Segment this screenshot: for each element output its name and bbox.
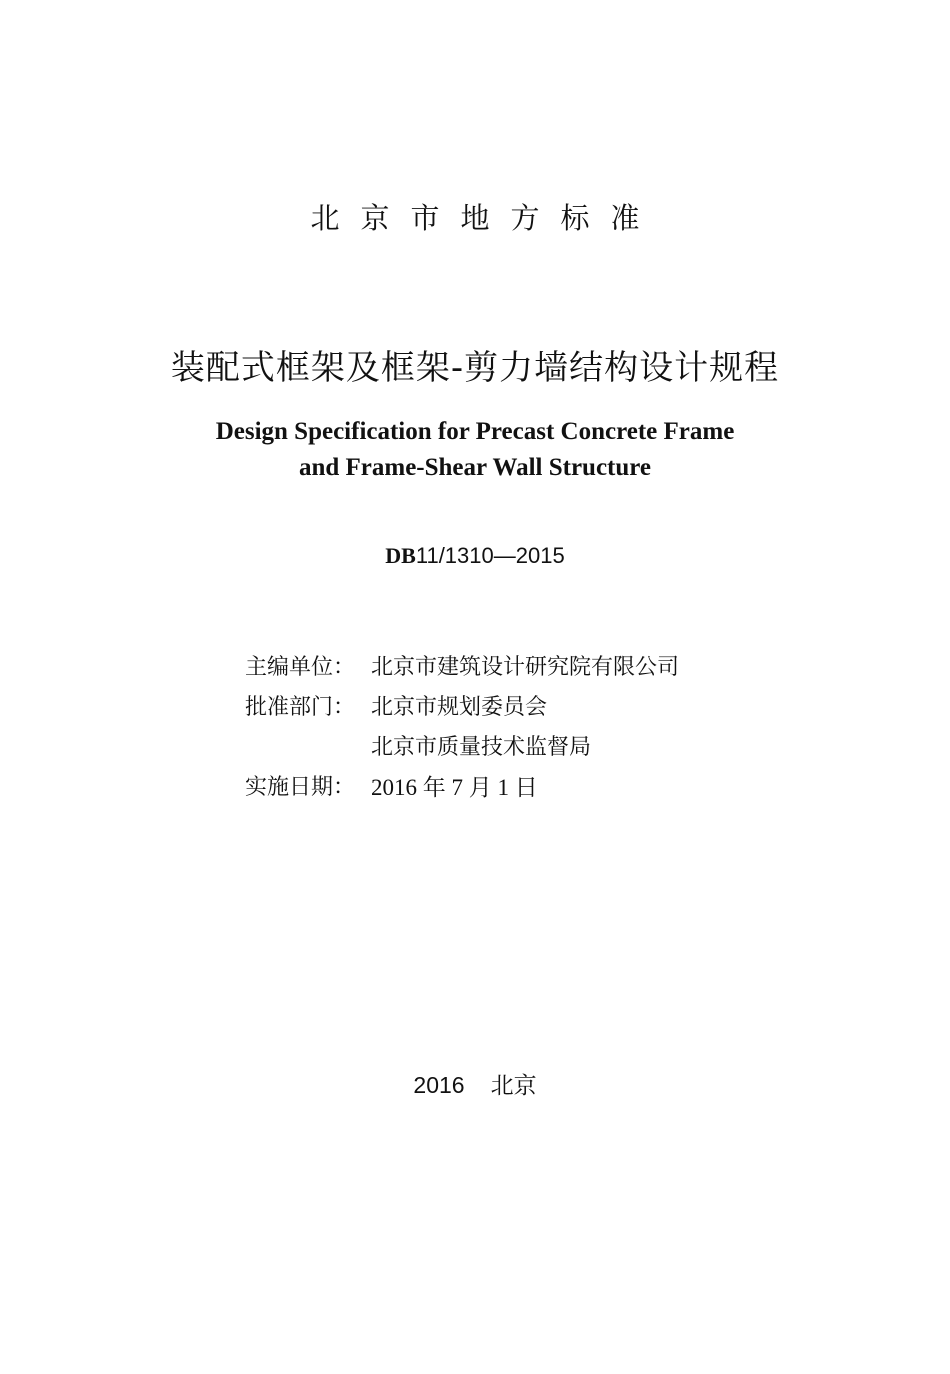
- title-english-line-2: and Frame-Shear Wall Structure: [298, 454, 652, 481]
- date-label: 实施日期：: [245, 775, 356, 800]
- standard-code: [0, 543, 950, 569]
- standard-code-prefix: DB: [385, 543, 416, 568]
- date-value: 2016 年 7 月 1 日: [371, 775, 538, 800]
- title-english: [0, 414, 950, 486]
- imprint: [0, 1067, 950, 1100]
- title-english-line-1: Design Specification for Precast Concrete Frame: [215, 418, 735, 445]
- approver-value-2: 北京市质量技术监督局: [371, 735, 592, 760]
- editor-value: 北京市建筑设计研究院有限公司: [371, 655, 680, 680]
- approver-row-2: [245, 728, 679, 768]
- approver-label-spacer: [245, 728, 371, 768]
- approver-row: [245, 688, 679, 728]
- editor-label: 主编单位：: [245, 655, 356, 680]
- standard-category: 北京市地方标准: [310, 201, 661, 235]
- editor-row: [245, 648, 679, 688]
- imprint-city: 北京: [490, 1073, 537, 1099]
- date-row: [245, 768, 679, 808]
- imprint-year: 2016: [413, 1072, 465, 1098]
- publication-info: [245, 648, 679, 808]
- approver-value-1: 北京市规划委员会: [371, 695, 548, 720]
- standard-code-number: 11/1310—2015: [415, 543, 565, 568]
- title-chinese: 装配式框架及框架-剪力墙结构设计规程: [170, 348, 780, 388]
- approver-label: 批准部门：: [245, 695, 356, 720]
